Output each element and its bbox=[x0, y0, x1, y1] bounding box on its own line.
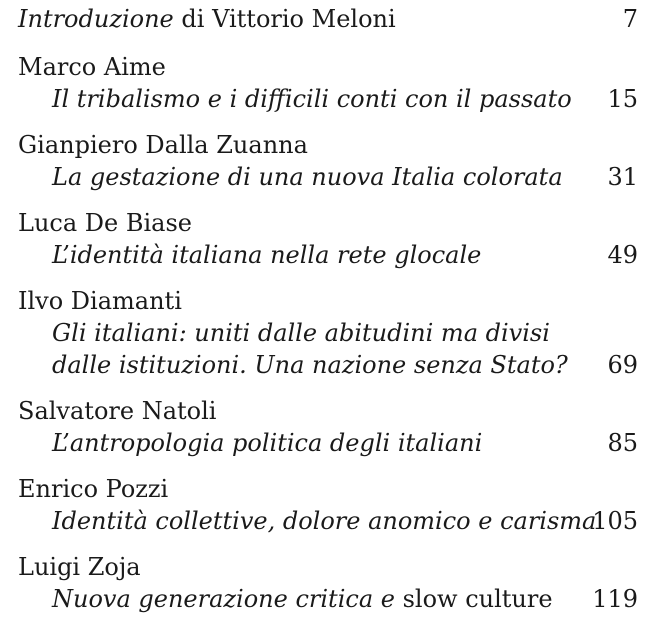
entry-title-italic: Nuova generazione critica e bbox=[52, 585, 403, 613]
page-number: 105 bbox=[592, 507, 638, 535]
entry-author: Enrico Pozzi bbox=[18, 475, 169, 503]
toc-entry[interactable] bbox=[18, 51, 638, 115]
entry-title bbox=[18, 583, 638, 615]
entry-author: Salvatore Natoli bbox=[18, 397, 217, 425]
toc-entry[interactable] bbox=[18, 551, 638, 615]
page-number: 69 bbox=[607, 351, 638, 379]
entry-title-line-2: dalle istituzioni. Una nazione senza Stato? bbox=[52, 351, 568, 379]
entry-author: Luca De Biase bbox=[18, 209, 192, 237]
page-number: 85 bbox=[607, 429, 638, 457]
entry-author: Marco Aime bbox=[18, 53, 166, 81]
intro-label bbox=[18, 3, 396, 35]
toc-intro-entry[interactable] bbox=[18, 3, 638, 37]
page-number: 15 bbox=[607, 85, 638, 113]
entry-title-line-1: Gli italiani: uniti dalle abitudini ma divisi bbox=[52, 319, 550, 347]
entry-title: La gestazione di una nuova Italia colorata bbox=[52, 163, 563, 191]
intro-author: di Vittorio Meloni bbox=[173, 5, 396, 33]
page-number: 119 bbox=[592, 585, 638, 613]
toc-entry[interactable] bbox=[18, 395, 638, 459]
entry-title: Identità collettive, dolore anomico e carisma bbox=[52, 507, 597, 535]
toc-entry[interactable] bbox=[18, 207, 638, 271]
entry-author: Ilvo Diamanti bbox=[18, 287, 182, 315]
entry-title: Il tribalismo e i difficili conti con il passato bbox=[52, 85, 572, 113]
intro-title: Introduzione bbox=[18, 5, 174, 33]
entry-title-upright: slow culture bbox=[402, 585, 553, 613]
entry-title: L’identità italiana nella rete glocale bbox=[52, 241, 482, 269]
page-number: 49 bbox=[607, 241, 638, 269]
entry-author: Luigi Zoja bbox=[18, 553, 141, 581]
entry-author: Gianpiero Dalla Zuanna bbox=[18, 131, 308, 159]
table-of-contents bbox=[18, 3, 638, 629]
toc-entry[interactable] bbox=[18, 285, 638, 381]
toc-entry[interactable] bbox=[18, 129, 638, 193]
page-number: 31 bbox=[607, 163, 638, 191]
page-number: 7 bbox=[622, 5, 638, 33]
entry-title: L’antropologia politica degli italiani bbox=[52, 429, 483, 457]
toc-entry[interactable] bbox=[18, 473, 638, 537]
